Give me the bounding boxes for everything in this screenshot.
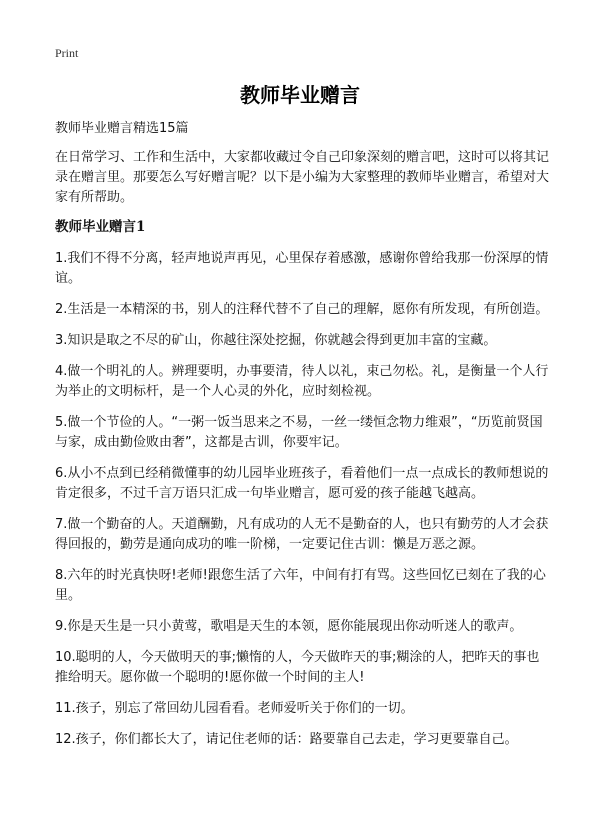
intro-paragraph: 在日常学习、工作和生活中，大家都收藏过令自己印象深刻的赠言吧，这时可以将其记录在赠言里。那要怎么写好赠言呢？以下是小编为大家整理的教师毕业赠言，希望对大家有所帮助。 xyxy=(55,150,550,205)
document-body xyxy=(55,119,550,761)
entry-5: 5.做一个节俭的人。“一粥一饭当思来之不易，一丝一缕恒念物力维艰”，“历览前贤国与家，成由勤俭败由奢”，这都是古训，你要牢记。 xyxy=(55,415,543,450)
print-link[interactable]: Print xyxy=(55,46,79,60)
section-heading: 教师毕业赠言1 xyxy=(55,219,146,235)
entry-7: 7.做一个勤奋的人。天道酬勤，凡有成功的人无不是勤奋的人，也只有勤劳的人才会获得回报的，勤劳是通向成功的唯一阶梯，一定要记住古训：懒是万恶之源。 xyxy=(55,517,549,552)
page-title: 教师毕业赠言 xyxy=(240,83,360,107)
entry-11: 11.孩子，别忘了常回幼儿园看看。老师爱听关于你们的一切。 xyxy=(55,701,414,716)
entry-1: 1.我们不得不分离，轻声地说声再见，心里保存着感激，感谢你曾给我那一份深厚的情谊。 xyxy=(55,251,549,286)
entry-6: 6.从小不点到已经稍微懂事的幼儿园毕业班孩子，看着他们一点一点成长的教师想说的肯定很多，不过千言万语只汇成一句毕业赠言，愿可爱的孩子能越飞越高。 xyxy=(55,466,549,501)
entry-12: 12.孩子，你们都长大了，请记住老师的话：路要靠自己去走，学习更要靠自己。 xyxy=(55,732,518,747)
entry-10: 10.聪明的人，今天做明天的事;懒惰的人，今天做昨天的事;糊涂的人，把昨天的事也推给明天。愿你做一个聪明的!愿你做一个时间的主人! xyxy=(55,650,540,685)
subtitle: 教师毕业赠言精选15篇 xyxy=(55,121,189,136)
entry-2: 2.生活是一本精深的书，别人的注释代替不了自己的理解，愿你有所发现，有所创造。 xyxy=(55,302,549,317)
entry-4: 4.做一个明礼的人。辨理要明，办事要清，待人以礼，束己勿松。礼，是衡量一个人行为举止的文明标杆，是一个人心灵的外化，应时刻检视。 xyxy=(55,364,549,399)
entry-3: 3.知识是取之不尽的矿山，你越往深处挖掘，你就越会得到更加丰富的宝藏。 xyxy=(55,333,497,348)
entry-8: 8.六年的时光真快呀!老师!跟您生活了六年，中间有打有骂。这些回忆已刻在了我的心里。 xyxy=(55,568,546,603)
entry-9: 9.你是天生是一只小黄莺，歌唱是天生的本领，愿你能展现出你动听迷人的歌声。 xyxy=(55,619,523,634)
